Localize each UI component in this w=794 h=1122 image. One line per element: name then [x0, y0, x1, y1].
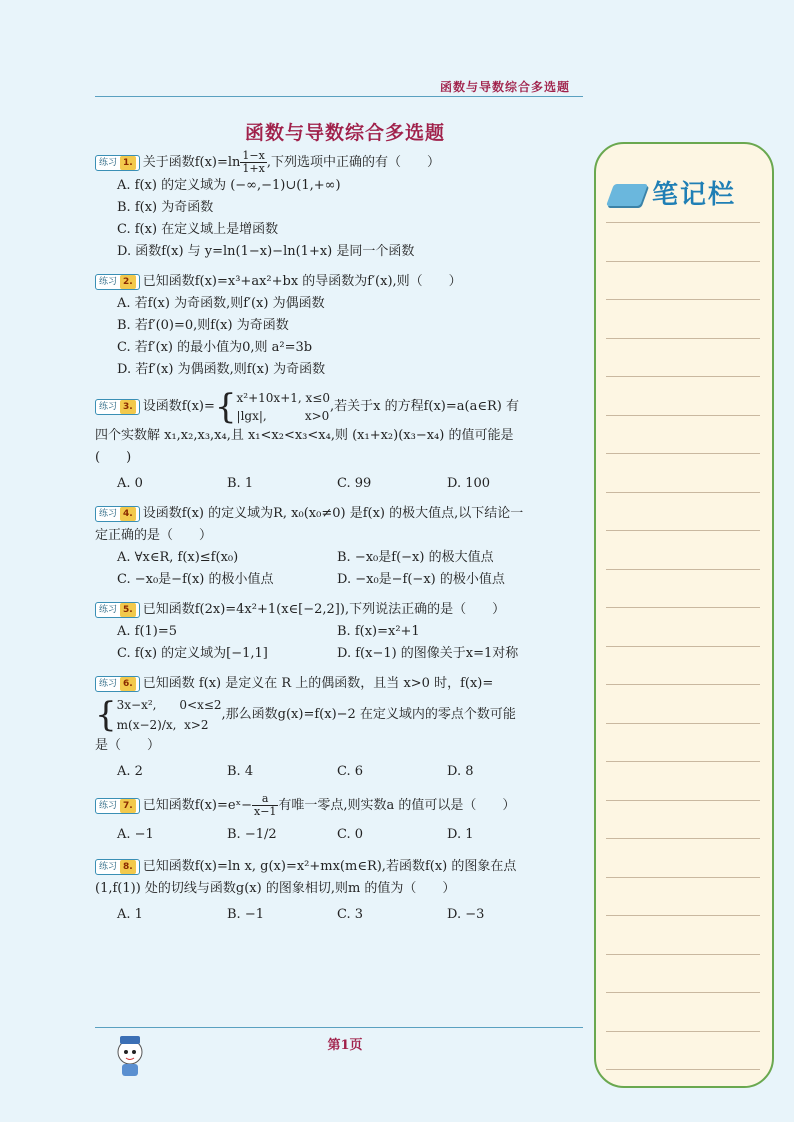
page-title: 函数与导数综合多选题: [244, 122, 445, 144]
option-b: B. f(x) 为奇函数: [117, 200, 214, 215]
option-c: C. 若f′(x) 的最小值为0,则 a²=3b: [117, 340, 313, 355]
exercise-tag: 练习 5.: [95, 602, 140, 618]
note-line: [606, 646, 760, 647]
note-line: [606, 954, 760, 955]
exercise-tag: 练习 4.: [95, 506, 140, 522]
footer-rule: [95, 1027, 583, 1028]
exercise-tag: 练习 3.: [95, 399, 140, 415]
notes-title: 笔记栏: [652, 180, 737, 210]
note-line: [606, 607, 760, 608]
note-line: [606, 800, 760, 801]
fraction: $\frac{a}{x-1}$: [253, 792, 277, 818]
note-line: [606, 992, 760, 993]
question-6: 练习 6. 已知函数 f(x) 是定义在 R 上的偶函数，且当 x>0 时，f(x)= { 3x−x², 0<x≤2 m(x−2)/x, x>2 ,那么函数g(x)=f(x)−2 在定义域内的零点个数可能 是（ ） A. 2 B. 4 C. 6 D. 8: [95, 676, 516, 779]
running-header: 函数与导数综合多选题: [440, 80, 571, 94]
option-c: C. f(x) 在定义域上是增函数: [117, 222, 279, 237]
question-8: 练习 8. 已知函数f(x)=ln x, g(x)=x²+mx(m∈R),若函数f(x) 的图象在点 (1,f(1)) 处的切线与函数g(x) 的图象相切,则m 的值为（ ） A. 1 B. −1 C. 3 D. −3: [95, 859, 517, 922]
question-7: 练习 7. 已知函数f(x)=eˣ− $\frac{a}{x-1}$ 有唯一零点,则实数a 的值可以是（ ） A. −1 B. −1/2 C. 0 D. 1: [95, 793, 590, 846]
book-icon: [606, 184, 648, 206]
note-line: [606, 1031, 760, 1032]
note-line: [606, 761, 760, 762]
question-5: 练习 5. 已知函数f(2x)=4x²+1(x∈[−2,2]),下列说法正确的是（ ） A. f(1)=5 B. f(x)=x²+1 C. f(x) 的定义域为[−1,1] D. f(x−1) 的图像关于x=1对称: [95, 599, 590, 665]
note-line: [606, 838, 760, 839]
note-line: [606, 338, 760, 339]
mascot-icon: [108, 1030, 152, 1080]
exercise-tag: 练习 2.: [95, 274, 140, 290]
note-line: [606, 299, 760, 300]
note-line: [606, 1069, 760, 1070]
note-line: [606, 723, 760, 724]
exercise-tag: 练习 8.: [95, 859, 140, 875]
note-line: [606, 569, 760, 570]
note-line: [606, 453, 760, 454]
question-3: 练习 3. 设函数f(x)= { x²+10x+1, x≤0 |lgx|, x>0 ,若关于x 的方程f(x)=a(a∈R) 有 四个实数解 x₁,x₂,x₃,x₄,且 x₁<x₂<x₃<x₄,则 (x₁+x₂)(x₃−x₄) 的值可能是 ( ) A. 0 B. 1 C. 99 D. 100: [95, 387, 519, 491]
question-2: 练习 2. 已知函数f(x)=x³+ax²+bx 的导函数为f′(x),则（ ） A. 若f(x) 为奇函数,则f′(x) 为偶函数 B. 若f′(0)=0,则f(x) 为奇函数 C. 若f′(x) 的最小值为0,则 a²=3b D. 若f′(x) 为偶函数,则f(x) 为奇函数: [95, 271, 590, 381]
exercise-tag: 练习 1.: [95, 155, 140, 171]
option-b: B. 若f′(0)=0,则f(x) 为奇函数: [117, 318, 289, 333]
fraction: $\frac{1-x}{1+x}$: [242, 149, 265, 175]
page-number: 第1页: [327, 1038, 363, 1053]
note-line: [606, 376, 760, 377]
question-4: 练习 4. 设函数f(x) 的定义域为R, x₀(x₀≠0) 是f(x) 的极大值点,以下结论一 定正确的是（ ） A. ∀x∈R, f(x)≤f(x₀) B. −x₀是f(−x) 的极大值点 C. −x₀是−f(x) 的极小值点 D. −x₀是−f(−x) 的极小值点: [95, 506, 524, 587]
header-rule: [95, 96, 583, 97]
note-line: [606, 530, 760, 531]
note-line: [606, 222, 760, 223]
question-1: 练习 1. 关于函数f(x)=ln $\frac{1-x}{1+x}$ ,下列选项中正确的有（ ） A. f(x) 的定义域为 (−∞,−1)∪(1,+∞) B. f(x) 为奇函数 C. f(x) 在定义域上是增函数 D. 函数f(x) 与 y=ln(1−x)−ln(1+x) 是同一个函数: [95, 150, 590, 263]
note-line: [606, 492, 760, 493]
exercise-tag: 练习 7.: [95, 798, 140, 814]
notes-panel: [594, 142, 774, 1088]
question-list: [95, 150, 590, 934]
note-line: [606, 684, 760, 685]
option-a: A. f(x) 的定义域为 (−∞,−1)∪(1,+∞): [117, 178, 341, 193]
exercise-tag: 练习 6.: [95, 676, 140, 692]
option-d: D. 函数f(x) 与 y=ln(1−x)−ln(1+x) 是同一个函数: [117, 244, 415, 259]
option-a: A. 若f(x) 为奇函数,则f′(x) 为偶函数: [117, 296, 325, 311]
note-line: [606, 877, 760, 878]
note-line: [606, 261, 760, 262]
note-line: [606, 915, 760, 916]
option-d: D. 若f′(x) 为偶函数,则f(x) 为奇函数: [117, 362, 326, 377]
note-line: [606, 415, 760, 416]
